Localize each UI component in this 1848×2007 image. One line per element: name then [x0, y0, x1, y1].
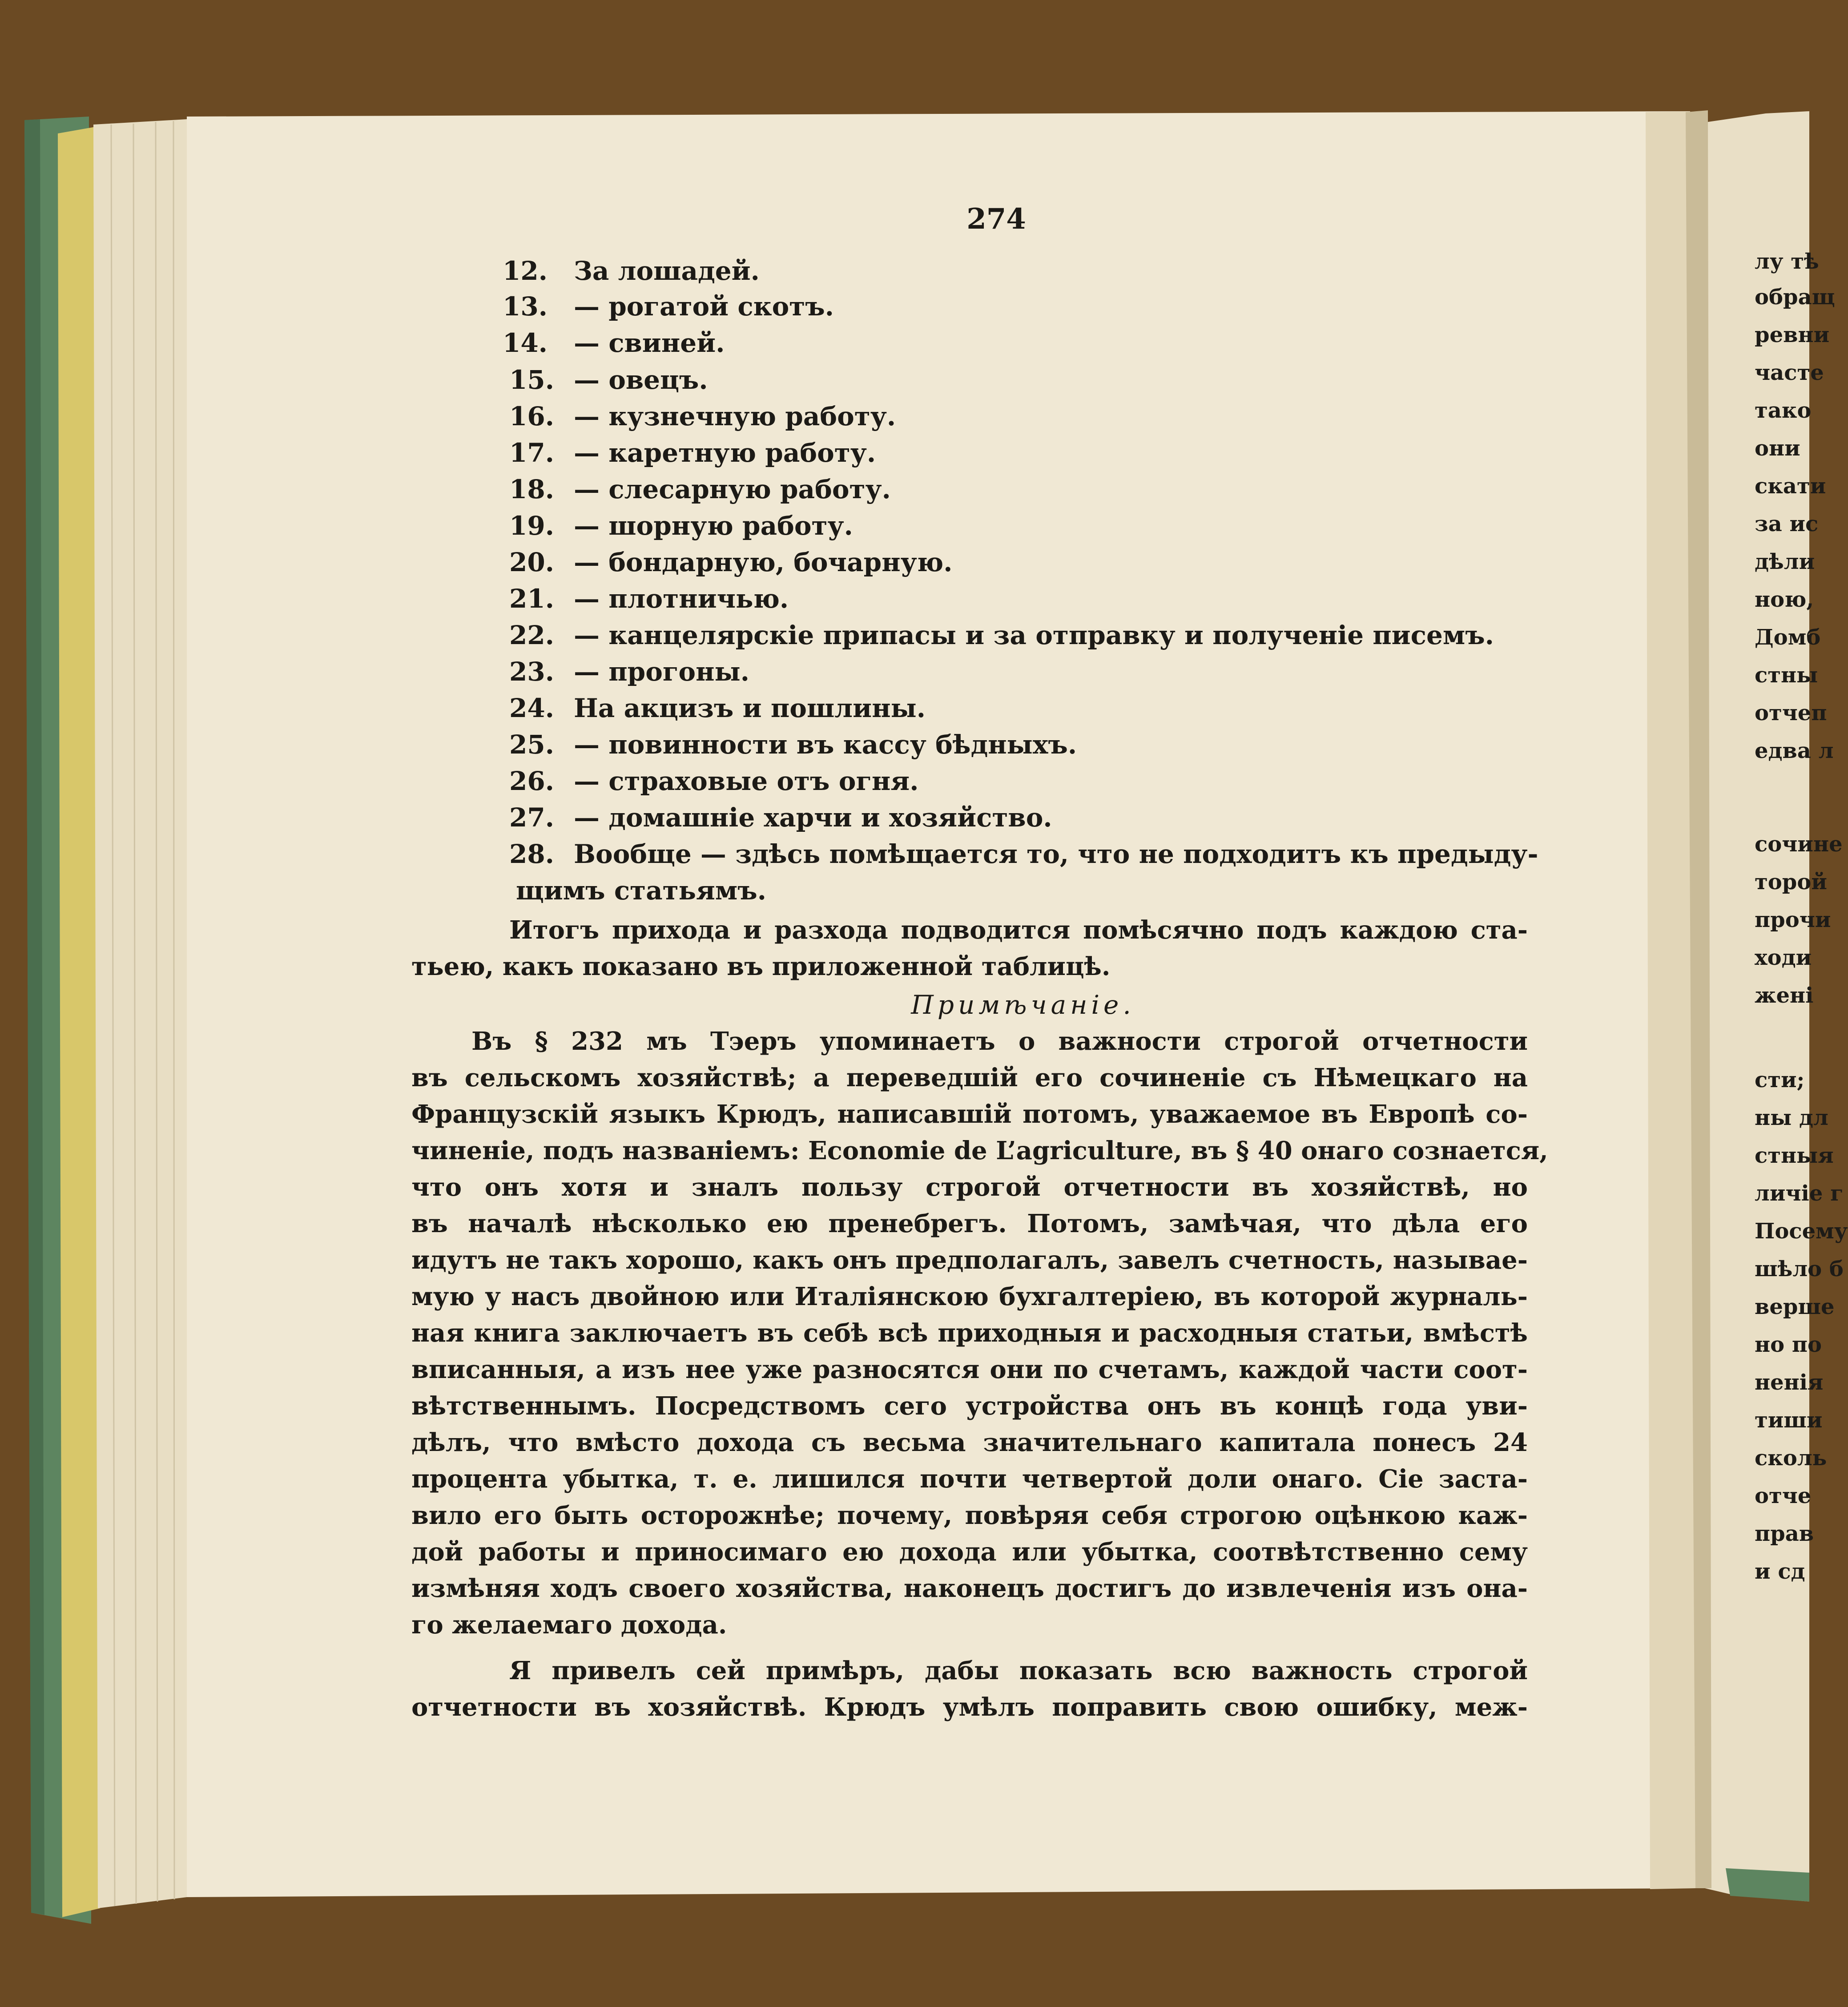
fragment: стныя — [1755, 1143, 1834, 1168]
fragment: ненія — [1755, 1370, 1824, 1395]
fragment: стны — [1755, 663, 1818, 688]
fragment: дѣли — [1755, 549, 1815, 574]
fragment: Домб — [1755, 625, 1821, 650]
text-line: Въ § 232 мъ Тэеръ упоминаетъ о важности строгой отчетности — [471, 1027, 1528, 1056]
text-line: Я привелъ сей примѣръ, дабы показать всю важность строгой — [509, 1656, 1528, 1685]
text-line: въ началѣ нѣсколько ею пренебрегъ. Потомъ, замѣчая, что дѣла его — [411, 1209, 1528, 1238]
fragment: личіе г — [1755, 1181, 1844, 1206]
fragment: сколь — [1755, 1446, 1827, 1471]
text-line: тьею, какъ показано въ приложенной таблицѣ. — [411, 952, 1111, 981]
fragment: сочине — [1755, 832, 1843, 857]
text-line: вписанныя, а изъ нее уже разносятся они по счетамъ, каждой части соот- — [411, 1355, 1528, 1384]
fragment: Посему — [1755, 1219, 1848, 1244]
fragment: ны дл — [1755, 1105, 1828, 1130]
text-line: чиненіе, подъ названіемъ: Economie de L’agriculture, въ § 40 онаго сознается, — [411, 1136, 1548, 1165]
fragment: тиши — [1755, 1408, 1823, 1433]
fragment: сти; — [1755, 1068, 1805, 1092]
fragment: торой — [1755, 870, 1827, 895]
fragment: за ис — [1755, 512, 1819, 536]
text-line: измѣняя ходъ своего хозяйства, наконецъ достигъ до извлеченія изъ она- — [411, 1574, 1528, 1603]
text-line: что онъ хотя и зналъ пользу строгой отчетности въ хозяйствѣ, но — [411, 1173, 1528, 1202]
fragment: прочи — [1755, 907, 1831, 932]
fragment: жені — [1755, 983, 1814, 1008]
fragment: часте — [1755, 360, 1824, 385]
fragment: скати — [1755, 474, 1826, 499]
note-title: Примѣчаніе. — [911, 990, 1135, 1020]
fragment: они — [1755, 436, 1800, 461]
text-line: вило его быть осторожнѣе; почему, повѣряя себя строгою оцѣнкою каж- — [411, 1501, 1528, 1530]
page-text: 274 12. За лошадей. 13. — рогатой скотъ. 14. — свиней. 15. — овецъ. 16. — кузнечную работу. 17. — каретную работу. 18. — слесарную работу. 19. — шорную работу. 20. — бондарную, бочарную. 21. — плотничью. 22. — канцелярскіе припасы и за отправку и полученіе писемъ. 23. — прогоны. 24. На акцизъ и пошлины. 25. — повинности въ кассу бѣдныхъ. 26. — страховые отъ огня. 27. — домашніе харчи и хозяйство. 28. Вообще — здѣсь помѣщается то, что не подходитъ къ предыду- щимъ статьямъ. Итогъ прихода и разхода подводится помѣсячно подъ каждою ста- тьею, какъ показано въ приложенной таблицѣ. Примѣчаніе. Въ § 232 мъ Тэеръ упоминаетъ о важности строгой отчетности въ сельскомъ хозяйствѣ; а переведшій его сочиненіе съ Нѣмецкаго на Французскій языкъ Крюдъ, написавшій потомъ, уважаемое въ Европѣ со- чиненіе, подъ названіемъ: Economie de L’agriculture, въ § 40 онаго сознается, что онъ хотя и зналъ пользу строгой отчетности въ хозяйствѣ, но въ началѣ нѣсколько ею пренебрегъ. Потомъ, замѣчая, что дѣла его идутъ не такъ хорошо, какъ онъ предполагалъ, завелъ счетность, называе- мую у насъ двойною или Италіянскою бухгалтеріею, въ которой журналь- ная книга заключаетъ въ себѣ всѣ приходныя и расходныя статьи, вмѣстѣ вписанныя, а изъ нее уже разносятся они по счетамъ, каждой части соот- вѣтственнымъ. Посредствомъ сего устройства онъ въ концѣ года уви- дѣлъ, что вмѣсто дохода съ весьма значительнаго капитала понесъ 24 процента убытка, т. е. лишился почти четвертой доли онаго. Сіе заста- вило его быть осторожнѣе; почему, повѣряя себя строгою оцѣнкою каж- дой работы и приносимаго ею дохода или убытка, соотвѣтственно сему измѣняя ходъ своего хозяйства, наконецъ достигъ до извлеченія изъ она- го желаемаго дохода. Я привелъ сей примѣръ, дабы показать всю важность строгой отчетности въ хозяйствѣ. Крюдъ умѣлъ поправить свою ошибку, меж- лу тѣ обращ ревни часте тако они скати за ис дѣли ною, Домб стны отчеп едва л сочине торой прочи ходи жені сти; ны дл стныя личіе г Посему шѣло б верше но по ненія тиши сколь отче прав и сд — [0, 0, 1809, 2007]
fragment: ходи — [1755, 945, 1812, 970]
fragment: шѣло б — [1755, 1257, 1844, 1282]
fragment: едва л — [1755, 738, 1834, 763]
fragment: и сд — [1755, 1559, 1805, 1584]
text-line: отчетности въ хозяйствѣ. Крюдъ умѣлъ поправить свою ошибку, меж- — [411, 1693, 1528, 1722]
text-line: го желаемаго дохода. — [411, 1610, 727, 1640]
fragment: прав — [1755, 1521, 1814, 1546]
text-line: идутъ не такъ хорошо, какъ онъ предполагалъ, завелъ счетность, называе- — [411, 1245, 1528, 1275]
fragment: лу тѣ — [1755, 249, 1819, 274]
fragment: верше — [1755, 1294, 1835, 1319]
text-line: дой работы и приносимаго ею дохода или убытка, соотвѣтственно сему — [411, 1537, 1528, 1567]
fragment: ною, — [1755, 587, 1814, 612]
page-number: 274 — [966, 202, 1026, 236]
text-line: вѣтственнымъ. Посредствомъ сего устройства онъ въ концѣ года уви- — [411, 1391, 1528, 1421]
fragment: но по — [1755, 1332, 1822, 1357]
fragment: ревни — [1755, 322, 1830, 347]
fragment: отче — [1755, 1483, 1812, 1508]
fragment: обращ — [1755, 285, 1835, 310]
text-line: процента убытка, т. е. лишился почти четвертой доли онаго. Сіе заста- — [411, 1464, 1528, 1494]
text-line: Французскій языкъ Крюдъ, написавшій потомъ, уважаемое въ Европѣ со- — [411, 1100, 1528, 1129]
text-line: ная книга заключаетъ въ себѣ всѣ приходныя и расходныя статьи, вмѣстѣ — [411, 1318, 1528, 1348]
fragment: отчеп — [1755, 701, 1827, 725]
text-line: Итогъ прихода и разхода подводится помѣсячно подъ каждою ста- — [509, 915, 1528, 945]
text-line: дѣлъ, что вмѣсто дохода съ весьма значительнаго капитала понесъ 24 — [411, 1428, 1528, 1457]
fragment: тако — [1755, 398, 1812, 423]
text-line: въ сельскомъ хозяйствѣ; а переведшій его сочиненіе съ Нѣмецкаго на — [411, 1063, 1528, 1092]
text-line: мую у насъ двойною или Италіянскою бухгалтеріею, въ которой журналь- — [411, 1282, 1528, 1311]
